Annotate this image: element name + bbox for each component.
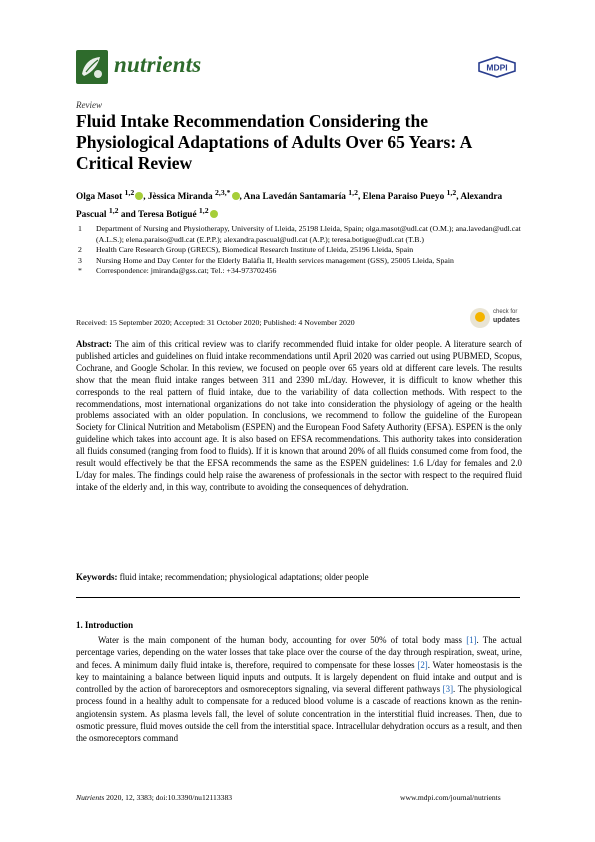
- correspondence: * Correspondence: jmiranda@gss.cat; Tel.: +34-973702456: [78, 266, 277, 275]
- footer-url[interactable]: www.mdpi.com/journal/nutrients: [400, 793, 501, 802]
- publication-dates: Received: 15 September 2020; Accepted: 31 October 2020; Published: 4 November 2020: [76, 318, 355, 327]
- keywords-label: Keywords:: [76, 572, 118, 582]
- section-heading: 1. Introduction: [76, 620, 134, 630]
- check-for-updates-button[interactable]: check for updates: [470, 306, 520, 332]
- author-affil: 1,2: [108, 206, 119, 216]
- author-affil: 1,2: [124, 188, 135, 197]
- citation-link[interactable]: [2]: [417, 659, 428, 670]
- footer-citation: Nutrients 2020, 12, 3383; doi:10.3390/nu12113383: [76, 793, 233, 802]
- author-name: , Elena Paraiso Pueyo: [357, 192, 447, 203]
- author-name: , Ana Lavedán Santamaría: [239, 192, 349, 203]
- orcid-icon[interactable]: [232, 192, 240, 200]
- abstract-label: Abstract:: [76, 339, 112, 349]
- mdpi-logo[interactable]: [476, 56, 518, 78]
- abstract-text: The aim of this critical review was to clarify recommended fluid intake for older people. A literature search of published articles and guidelines on fluid intake recommendations until April 2020 was carried out using PUBMED, Scopus, Cochrane, and Google Scholar. In this review, we focused on people over 65 years old at different care levels. The results show that the mean fluid intake ranges between 311 and 2390 mL/day. However, it is difficult to know whether this corresponds to the real pattern of fluid intake, due to the variability of data collection methods. With respect to the recommendations, most international organizations do not take into consideration the physiology of ageing or the health problems associated with an older population. In conclusions, we recommend to follow the guideline of the European Society for Clinical Nutrition and Metabolism (ESPEN) and the European Food Safety Authority (EFSA). ESPEN is the only guideline which takes into account age. It is also based on EFSA recommendations. This authority takes into consideration all fluids consumed (ranging from food to fluids). If it is known that around 20% of all fluids consumed come from food, the result would effectively be that the EFSA recommends the same as the ESPEN guidelines: 1.6 L/day for females and 2.0 L/day for males. The findings could help raise the awareness of professionals in the sector with respect to the required fluid intake of the elderly and, in this way, contribute to avoiding the consequences of dehydration.: [76, 339, 522, 492]
- introduction-paragraph: Water is the main component of the human body, accounting for over 50% of total body mass [1]. The actual percentage varies, depending on the water losses that take place over the course of the day through respiration, sweat, urine, and feces. A minimum daily fluid intake is, therefore, required to compensate for these losses [2]. Water homeostasis is the key to maintaining a balance between liquid inputs and outputs. It is largely dependent on fluid intake and output and is controlled by the action of baroreceptors and osmoreceptors signaling, via several different pathways [3]. The physiological process found in a healthy adult to compensate for a reduced blood volume is a cascade of reactions known as the renin-angiotensin system. As plasma levels fall, the level of solute concentration in the interstitial fluid increases. Then, due to osmotic pressure, fluid moves outside the cell from the interstitial space. Intracellular dehydration occurs as a result, and then the osmoreceptors command: [76, 635, 523, 744]
- article-title: Fluid Intake Recommendation Considering the Physiological Adaptations of Adults Over 65 Years: A Critical Review: [76, 111, 472, 173]
- affiliation-item: 1 Department of Nursing and Physiotherapy, University of Lleida, 25198 Lleida, Spain; olga.masot@udl.cat (O.M.); ana.lavedan@udl.cat (A.L.S.); elena.paraiso@udl.cat (E.P.P.); alexandra.pascual@udl.cat (A.P.); teresa.botigue@udl.cat (T.B.): [78, 224, 521, 244]
- author-name: , Jèssica Miranda: [143, 192, 216, 203]
- author-name: , Alexandra Pascual: [76, 192, 503, 221]
- citation-link[interactable]: [3]: [442, 684, 454, 695]
- check-updates-icon: [470, 308, 490, 328]
- affiliations: [78, 224, 528, 277]
- journal-logo-icon: [76, 50, 108, 84]
- keywords-text: fluid intake; recommendation; physiological adaptations; older people: [117, 572, 369, 582]
- article-type: Review: [76, 100, 102, 110]
- author-affil: 1,2: [446, 188, 457, 197]
- author-affil: 1,2: [198, 206, 209, 216]
- author-list: [76, 186, 524, 222]
- divider: [76, 597, 520, 598]
- publisher-name: MDPI: [486, 62, 508, 73]
- author-name: and Teresa Botigué: [118, 210, 199, 221]
- affiliation-item: 3 Nursing Home and Day Center for the Elderly Balàfia II, Health services management (GSS), 25005 Lleida, Spain: [78, 255, 454, 265]
- keywords: [76, 571, 522, 583]
- journal-name[interactable]: nutrients: [114, 52, 202, 77]
- author-affil: 2,3,*: [215, 188, 231, 197]
- citation-link[interactable]: [1]: [466, 635, 477, 645]
- abstract: [76, 339, 522, 494]
- orcid-icon[interactable]: [210, 210, 218, 218]
- author-affil: 1,2: [348, 188, 358, 197]
- affiliation-item: 2 Health Care Research Group (GRECS), Biomedical Research Institute of Lleida, 25196 Lleida, Spain: [78, 245, 414, 254]
- author-name: Olga Masot: [76, 192, 125, 203]
